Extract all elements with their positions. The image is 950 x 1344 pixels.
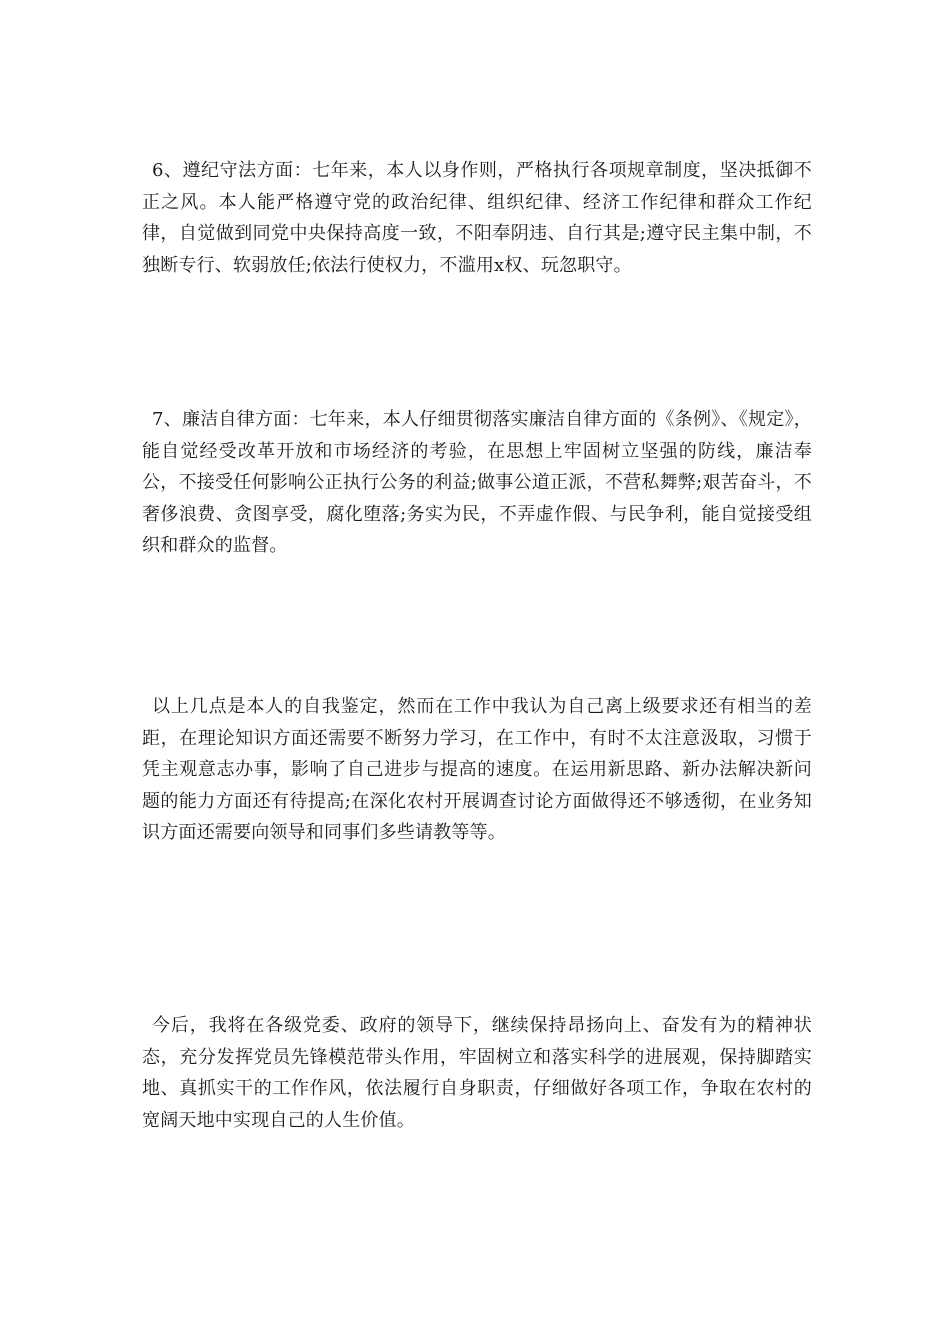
paragraph-future-plans: 今后，我将在各级党委、政府的领导下，继续保持昂扬向上、奋发有为的精神状态，充分发挥党员先锋模范带头作用，牢固树立和落实科学的进展观，保持脚踏实地、真抓实干的工作作风，依法履行自身职责，仔细做好各项工作，争取在农村的宽阔天地中实现自己的人生价值。 xyxy=(142,1015,813,1131)
paragraph-discipline: 6、遵纪守法方面：七年来，本人以身作则，严格执行各项规章制度，坚决抵御不正之风。本人能严格遵守党的政治纪律、组织纪律、经济工作纪律和群众工作纪律，自觉做到同党中央保持高度一致，不阳奉阴违、自行其是;遵守民主集中制，不独断专行、软弱放任;依法行使权力，不滥用x权、玩忽职守。 xyxy=(142,160,813,276)
paragraph-self-assessment: 以上几点是本人的自我鉴定，然而在工作中我认为自己离上级要求还有相当的差距，在理论知识方面还需要不断努力学习，在工作中，有时不太注意汲取，习惯于凭主观意志办事，影响了自己进步与提高的速度。在运用新思路、新办法解决新问题的能力方面还有待提高;在深化农村开展调查讨论方面做得还不够透彻，在业务知识方面还需要向领导和同事们多些请教等等。 xyxy=(142,696,813,843)
paragraph-integrity: 7、廉洁自律方面：七年来，本人仔细贯彻落实廉洁自律方面的《条例》、《规定》，能自觉经受改革开放和市场经济的考验，在思想上牢固树立坚强的防线，廉洁奉公，不接受任何影响公正执行公务的利益;做事公道正派，不营私舞弊;艰苦奋斗，不奢侈浪费、贪图享受，腐化堕落;务实为民，不弄虚作假、与民争利，能自觉接受组织和群众的监督。 xyxy=(142,409,812,556)
